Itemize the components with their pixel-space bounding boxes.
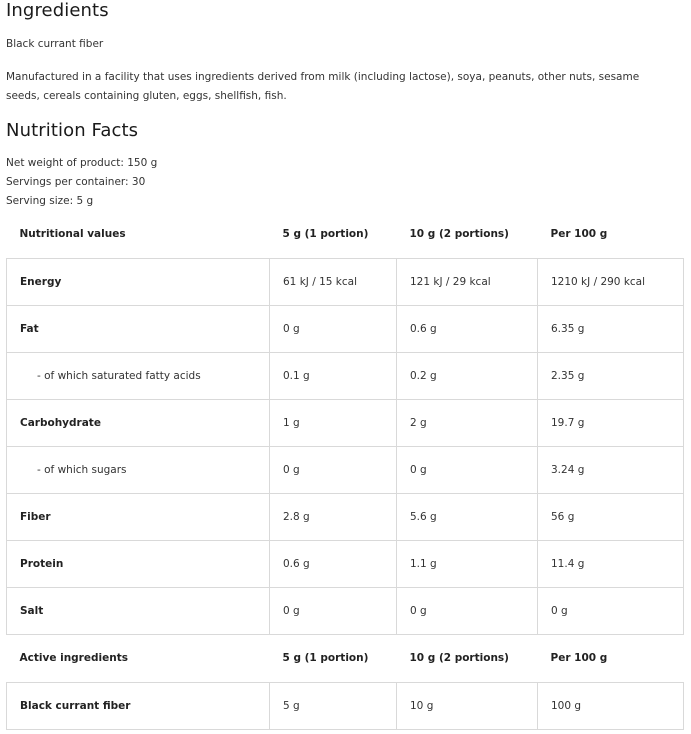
table-cell: 19.7 g <box>538 400 684 447</box>
ingredients-heading: Ingredients <box>6 0 109 21</box>
ingredients-text: Black currant fiber <box>6 38 104 50</box>
column-header: Active ingredients <box>19 652 128 664</box>
table-row <box>7 447 684 494</box>
table-row <box>7 306 684 353</box>
table-cell: 5.6 g <box>397 494 538 541</box>
nutrient-name: Carbohydrate <box>7 400 270 447</box>
table-cell: 0 g <box>270 447 397 494</box>
column-header: Per 100 g <box>550 652 608 664</box>
table-cell: 100 g <box>538 683 684 730</box>
table-row <box>7 400 684 447</box>
table-cell: 2.8 g <box>270 494 397 541</box>
nutrient-name: Salt <box>7 588 270 635</box>
column-header: 5 g (1 portion) <box>282 652 369 664</box>
column-header: 10 g (2 portions) <box>409 228 509 240</box>
table-cell: 2 g <box>397 400 538 447</box>
table-cell: 5 g <box>270 683 397 730</box>
nutrition-table <box>6 211 684 730</box>
table-row <box>7 259 684 306</box>
nutrient-name: Energy <box>7 259 270 306</box>
nutrition-header-row <box>7 211 684 259</box>
table-row <box>7 588 684 635</box>
active-ingredients-header-row <box>7 635 684 683</box>
table-cell: 3.24 g <box>538 447 684 494</box>
table-row <box>7 353 684 400</box>
servings-per-container: Servings per container: 30 <box>6 176 146 188</box>
table-cell: 0 g <box>397 588 538 635</box>
table-cell: 56 g <box>538 494 684 541</box>
nutrient-name: Fat <box>7 306 270 353</box>
table-cell: 0 g <box>270 588 397 635</box>
net-weight: Net weight of product: 150 g <box>6 157 158 169</box>
table-cell: 2.35 g <box>538 353 684 400</box>
table-cell: 121 kJ / 29 kcal <box>397 259 538 306</box>
column-header: 10 g (2 portions) <box>409 652 509 664</box>
nutrient-name: - of which saturated fatty acids <box>7 353 270 400</box>
table-cell: 1.1 g <box>397 541 538 588</box>
column-header: 5 g (1 portion) <box>282 228 369 240</box>
column-header: Per 100 g <box>550 228 608 240</box>
serving-size: Serving size: 5 g <box>6 195 94 207</box>
table-cell: 61 kJ / 15 kcal <box>270 259 397 306</box>
nutrient-name: - of which sugars <box>7 447 270 494</box>
active-ingredient-name: Black currant fiber <box>7 683 270 730</box>
table-row <box>7 683 684 730</box>
table-cell: 1210 kJ / 290 kcal <box>538 259 684 306</box>
nutrition-facts-heading: Nutrition Facts <box>6 120 139 141</box>
nutrient-name: Protein <box>7 541 270 588</box>
column-header: Nutritional values <box>19 228 126 240</box>
nutrient-name: Fiber <box>7 494 270 541</box>
table-row <box>7 541 684 588</box>
table-cell: 11.4 g <box>538 541 684 588</box>
table-cell: 0.2 g <box>397 353 538 400</box>
table-cell: 0 g <box>270 306 397 353</box>
table-cell: 1 g <box>270 400 397 447</box>
allergen-statement: Manufactured in a facility that uses ingredients derived from milk (including lactose), soya, peanuts, other nuts, sesame seeds, cereals containing gluten, eggs, shellfish, fish. <box>6 71 640 102</box>
table-row <box>7 494 684 541</box>
table-cell: 0 g <box>397 447 538 494</box>
table-cell: 6.35 g <box>538 306 684 353</box>
table-cell: 0.1 g <box>270 353 397 400</box>
table-cell: 0 g <box>538 588 684 635</box>
table-cell: 0.6 g <box>397 306 538 353</box>
table-cell: 10 g <box>397 683 538 730</box>
table-cell: 0.6 g <box>270 541 397 588</box>
